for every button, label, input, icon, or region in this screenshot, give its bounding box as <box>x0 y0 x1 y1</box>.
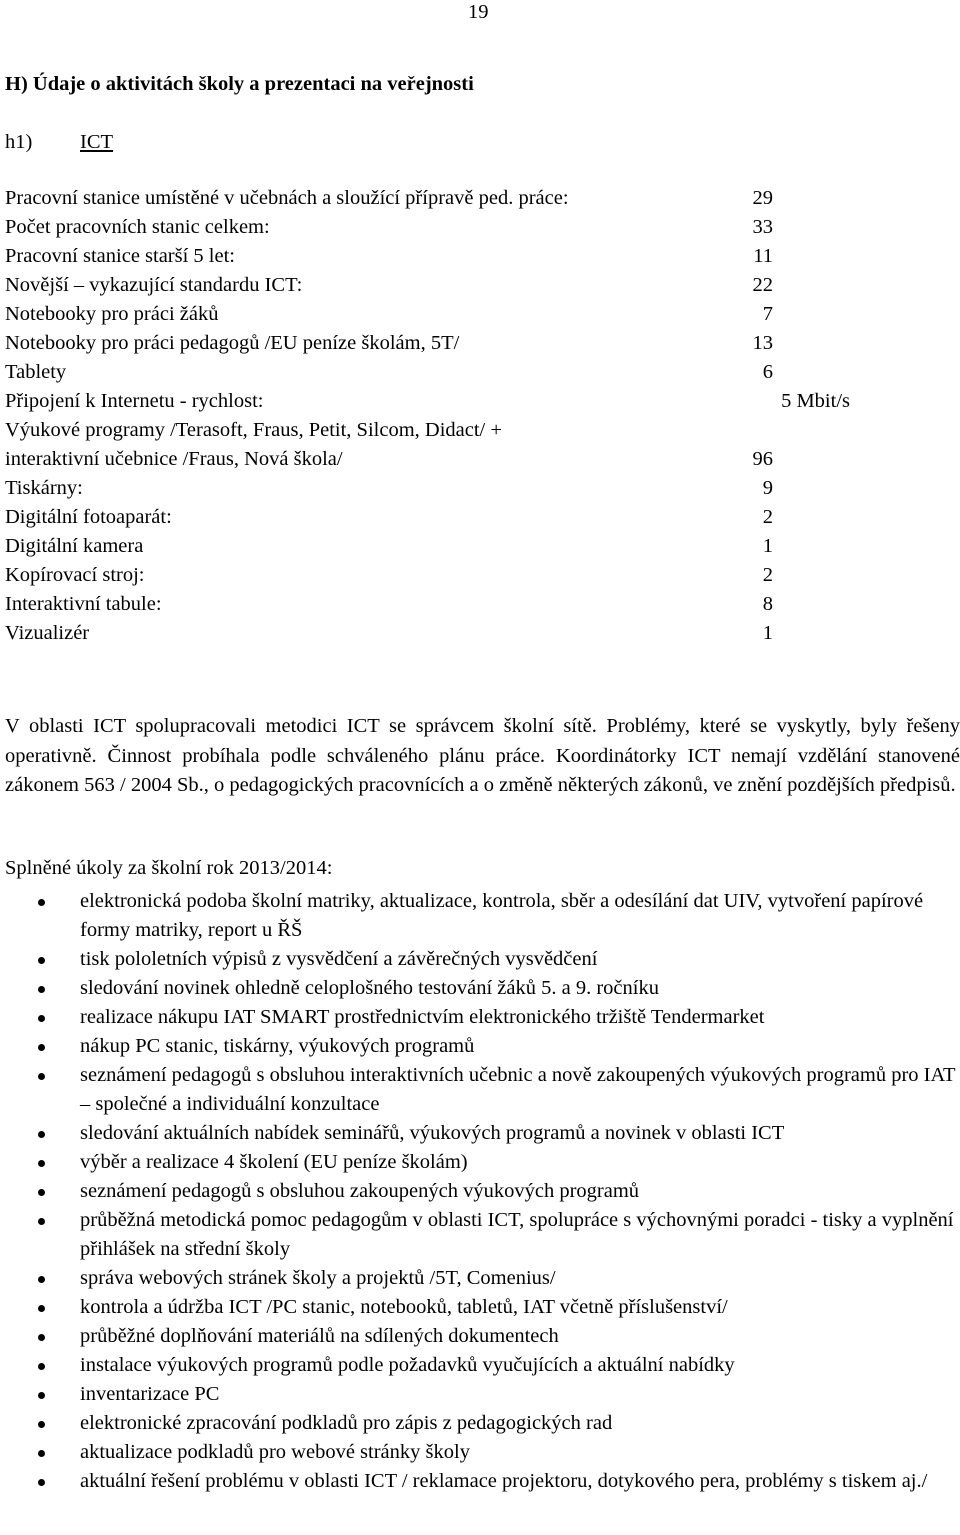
task-text: sledování aktuálních nabídek seminářů, výukových programů a novinek v oblasti ICT <box>80 1122 785 1144</box>
task-text: nákup PC stanic, tiskárny, výukových programů <box>80 1035 475 1057</box>
task-text: tisk pololetních výpisů z vysvědčení a závěrečných vysvědčení <box>80 948 598 970</box>
ict-row-value: 2 <box>762 506 773 528</box>
ict-table-row <box>0 535 960 564</box>
ict-table-row <box>0 332 960 361</box>
ict-row-label: Interaktivní tabule: <box>5 593 162 615</box>
task-list-item <box>0 1438 960 1467</box>
ict-table-row <box>0 390 960 419</box>
ict-table-row <box>0 419 960 448</box>
task-text: seznámení pedagogů s obsluhou zakoupených výukových programů <box>80 1180 640 1202</box>
task-list-item <box>0 1032 960 1061</box>
bullet-icon <box>38 1450 45 1457</box>
ict-row-value: 29 <box>752 187 773 209</box>
task-list-item <box>0 1206 960 1264</box>
ict-row-label: Pracovní stanice umístěné v učebnách a sloužící přípravě ped. práce: <box>5 187 569 209</box>
bullet-icon <box>38 1363 45 1370</box>
bullet-icon <box>38 1305 45 1312</box>
bullet-icon <box>38 1421 45 1428</box>
page-number: 19 <box>468 1 489 23</box>
ict-row-label: Digitální fotoaparát: <box>5 506 172 528</box>
task-list-item <box>0 1119 960 1148</box>
bullet-icon <box>38 1189 45 1196</box>
bullet-icon <box>38 986 45 993</box>
ict-row-label: interaktivní učebnice /Fraus, Nová škola/ <box>5 448 343 470</box>
ict-row-value: 13 <box>752 332 773 354</box>
subsection-number: h1) <box>5 131 33 153</box>
bullet-icon <box>38 1276 45 1283</box>
bullet-icon <box>38 1218 45 1225</box>
ict-row-value: 9 <box>762 477 773 499</box>
ict-row-label: Digitální kamera <box>5 535 144 557</box>
task-list-item <box>0 945 960 974</box>
task-text: inventarizace PC <box>80 1383 220 1405</box>
tasks-list <box>0 887 960 1496</box>
task-list-item <box>0 1003 960 1032</box>
ict-row-value: 96 <box>752 448 773 470</box>
section-heading: H) Údaje o aktivitách školy a prezentaci na veřejnosti <box>5 73 474 95</box>
task-text: seznámení pedagogů s obsluhou interaktivních učebnic a nově zakoupených výukových programů pro IAT – společné a individuální konzultace <box>80 1064 956 1115</box>
ict-row-label: Kopírovací stroj: <box>5 564 145 586</box>
task-list-item <box>0 887 960 945</box>
task-text: instalace výukových programů podle požadavků vyučujících a aktuální nabídky <box>80 1354 735 1376</box>
ict-table-row <box>0 245 960 274</box>
ict-table-row <box>0 593 960 622</box>
ict-row-label: Tablety <box>5 361 67 383</box>
task-text: správa webových stránek školy a projektů /5T, Comenius/ <box>80 1267 556 1289</box>
bullet-icon <box>38 1073 45 1080</box>
task-text: kontrola a údržba ICT /PC stanic, notebooků, tabletů, IAT včetně příslušenství/ <box>80 1296 728 1318</box>
ict-table-row <box>0 448 960 477</box>
ict-row-label: Tiskárny: <box>5 477 83 499</box>
task-list-item <box>0 1351 960 1380</box>
subsection-title: ICT <box>80 131 114 153</box>
ict-row-label: Novější – vykazující standardu ICT: <box>5 274 303 296</box>
task-list-item <box>0 1293 960 1322</box>
ict-table-row <box>0 274 960 303</box>
ict-cooperation-paragraph: V oblasti ICT spolupracovali metodici ICT se správcem školní sítě. Problémy, které se vyskytly, byly řešeny operativně. Činnost probíhala podle schváleného plánu práce. Koordinátorky ICT nemají vzdělání stanovené zákonem 563 / 2004 Sb., o pedagogických pracovnících a o změně některých zákonů, ve znění pozdějších předpisů. <box>5 715 960 796</box>
task-text: sledování novinek ohledně celoplošného testování žáků 5. a 9. ročníku <box>80 977 659 999</box>
tasks-title: Splněné úkoly za školní rok 2013/2014: <box>5 857 333 879</box>
ict-row-label: Notebooky pro práci pedagogů /EU peníze školám, 5T/ <box>5 332 460 354</box>
ict-table-row <box>0 506 960 535</box>
task-text: průběžná metodická pomoc pedagogům v oblasti ICT, spolupráce s výchovnými poradci - tisky a vyplnění přihlášek na střední školy <box>80 1209 954 1260</box>
ict-row-label: Pracovní stanice starší 5 let: <box>5 245 235 267</box>
ict-row-label: Počet pracovních stanic celkem: <box>5 216 270 238</box>
task-list-item <box>0 1148 960 1177</box>
task-text: elektronické zpracování podkladů pro zápis z pedagogických rad <box>80 1412 613 1434</box>
bullet-icon <box>38 1044 45 1051</box>
task-list-item <box>0 1061 960 1119</box>
ict-row-label: Výukové programy /Terasoft, Fraus, Petit, Silcom, Didact/ + <box>5 419 502 441</box>
task-text: realizace nákupu IAT SMART prostřednictvím elektronického tržiště Tendermarket <box>80 1006 765 1028</box>
ict-table-row <box>0 187 960 216</box>
ict-table-row <box>0 361 960 390</box>
bullet-icon <box>38 1392 45 1399</box>
task-list-item <box>0 1177 960 1206</box>
task-list-item <box>0 1467 960 1496</box>
task-list-item <box>0 1409 960 1438</box>
ict-row-label: Notebooky pro práci žáků <box>5 303 219 325</box>
ict-table-row <box>0 622 960 651</box>
bullet-icon <box>38 1015 45 1022</box>
bullet-icon <box>38 1131 45 1138</box>
task-text: průběžné doplňování materiálů na sdílených dokumentech <box>80 1325 559 1347</box>
ict-row-value: 11 <box>753 245 773 267</box>
ict-row-value: 7 <box>762 303 773 325</box>
task-list-item <box>0 1380 960 1409</box>
task-text: aktualizace podkladů pro webové stránky školy <box>80 1441 470 1463</box>
ict-row-value: 8 <box>762 593 773 615</box>
task-text: výběr a realizace 4 školení (EU peníze školám) <box>80 1151 468 1173</box>
ict-row-value: 1 <box>762 535 773 557</box>
bullet-icon <box>38 899 45 906</box>
ict-table-row <box>0 216 960 245</box>
ict-row-value: 22 <box>752 274 773 296</box>
ict-table-row <box>0 303 960 332</box>
ict-row-value: 5 Mbit/s <box>781 390 850 412</box>
task-list-item <box>0 974 960 1003</box>
ict-table-row <box>0 477 960 506</box>
ict-table-row <box>0 564 960 593</box>
ict-row-value: 33 <box>752 216 773 238</box>
bullet-icon <box>38 1479 45 1486</box>
ict-row-label: Vizualizér <box>5 622 90 644</box>
bullet-icon <box>38 1334 45 1341</box>
task-text: aktuální řešení problému v oblasti ICT / reklamace projektoru, dotykového pera, problémy s tiskem aj./ <box>80 1470 928 1492</box>
ict-row-value: 6 <box>762 361 773 383</box>
ict-row-value: 1 <box>762 622 773 644</box>
task-list-item <box>0 1322 960 1351</box>
bullet-icon <box>38 957 45 964</box>
bullet-icon <box>38 1160 45 1167</box>
task-list-item <box>0 1264 960 1293</box>
ict-row-label: Připojení k Internetu - rychlost: <box>5 390 264 412</box>
task-text: elektronická podoba školní matriky, aktualizace, kontrola, sběr a odesílání dat UIV, vytvoření papírové formy matriky, report u ŘŠ <box>80 890 924 941</box>
ict-row-value: 2 <box>762 564 773 586</box>
